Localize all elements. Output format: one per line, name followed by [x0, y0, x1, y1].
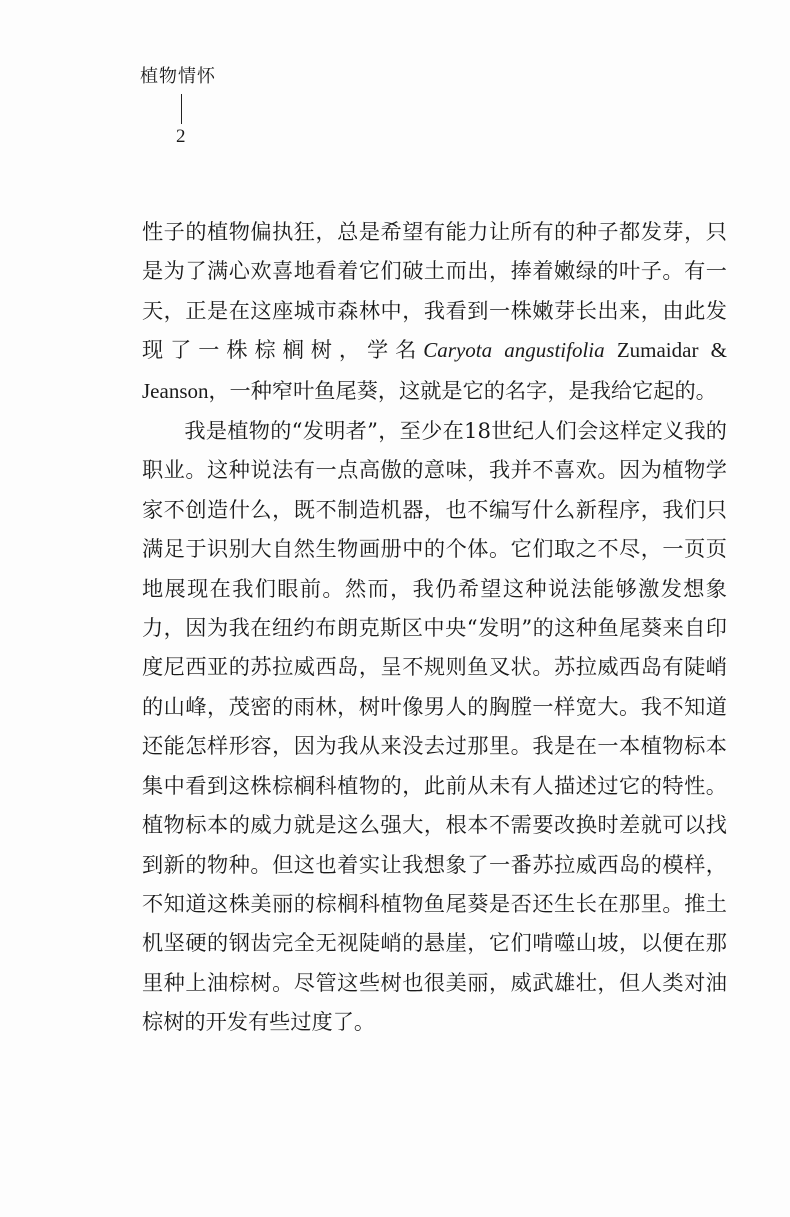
- header-divider: [181, 94, 182, 124]
- scientific-name: Caryota angustifolia: [423, 338, 605, 363]
- paragraph-1-text-a: 性子的植物偏执狂，总是希望有能力让所有的种子都发芽，只是为了满心欢喜地看着它们破土而出，捧着嫩绿的叶子。有一天，正是在这座城市森林中，我看到一株嫩芽长出来，由此发现了一株棕榈树，学名: [142, 219, 727, 363]
- paragraph-2: 我是植物的“发明者”，至少在18世纪人们会这样定义我的职业。这种说法有一点高傲的意味，我并不喜欢。因为植物学家不创造什么，既不制造机器，也不编写什么新程序，我们只满足于识别大自然生物画册中的个体。它们取之不尽，一页页地展现在我们眼前。然而，我仍希望这种说法能够激发想象力，因为我在纽约布朗克斯区中央“发明”的这种鱼尾葵来自印度尼西亚的苏拉威西岛，呈不规则鱼叉状。苏拉威西岛有陡峭的山峰，茂密的雨林，树叶像男人的胸膛一样宽大。我不知道还能怎样形容，因为我从来没去过那里。我是在一本植物标本集中看到这株棕榈科植物的，此前从未有人描述过它的特性。植物标本的威力就是这么强大，根本不需要改换时差就可以找到新的物种。但这也着实让我想象了一番苏拉威西岛的模样，不知道这株美丽的棕榈科植物鱼尾葵是否还生长在那里。推土机坚硬的钢齿完全无视陡峭的悬崖，它们啃噬山坡，以便在那里种上油棕树。尽管这些树也很美丽，威武雄壮，但人类对油棕树的开发有些过度了。: [142, 418, 727, 1035]
- book-title: 植物情怀: [140, 66, 216, 87]
- species-authors: Zumaidar & Jeanson，: [142, 338, 727, 403]
- page-number: 2: [176, 126, 186, 147]
- paragraph-1-text-b: 一种窄叶鱼尾葵，这就是它的名字，是我给它起的。: [229, 377, 717, 403]
- paragraph-1: [142, 212, 727, 411]
- body-text: [142, 212, 727, 1042]
- running-head: [140, 66, 260, 148]
